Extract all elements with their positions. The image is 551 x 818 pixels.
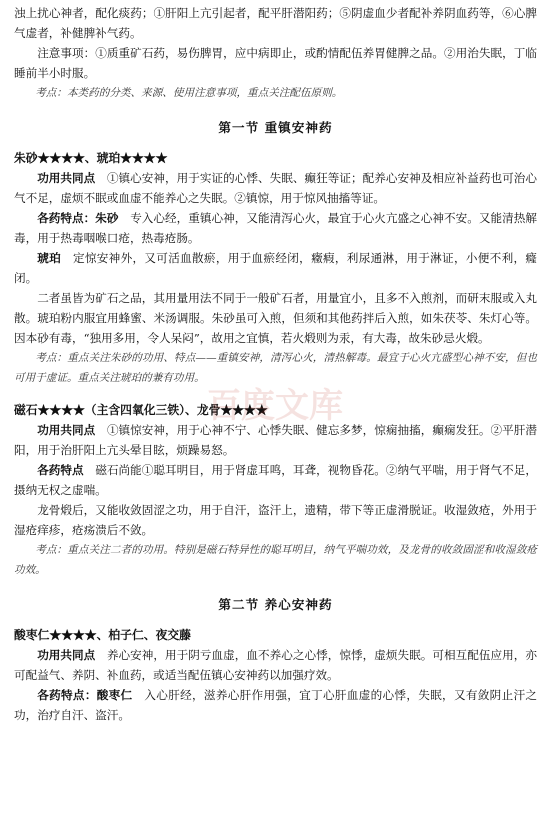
label: 功用共同点 [37,423,96,437]
text: 入心肝经，滋养心肝作用强，宜丁心肝血虚的心悸，失眠，又有敛阴止汗之功，治疗自汗、盗汗。 [14,688,537,722]
text: ①镇惊安神，用于心神不宁、心悸失眠、健忘多梦，惊痫抽搐，癫痫发狂。②平肝潜阳，用于治肝阳上亢头晕目眩，烦躁易怒。 [14,423,537,457]
herb-group-title: 磁石★★★★（主含四氧化三铁）、龙骨★★★★ [14,403,268,417]
section-title: 第二节 养心安神药 [218,597,333,612]
label: 各药特点 [37,463,84,477]
common-function-paragraph [14,420,537,460]
herb-group-title: 朱砂★★★★、琥珀★★★★ [14,151,168,165]
label: 功用共同点 [37,648,96,662]
text: 磁石尚能①聪耳明目，用于肾虚耳鸣，耳聋，视物昏花。②纳气平喘，用于肾气不足，摄纳无权之虚喘。 [14,463,537,497]
feature-paragraph [14,460,537,500]
feature-paragraph [14,685,537,725]
intro-paragraph: 浊上扰心神者，配化痰药；①肝阳上亢引起者，配平肝潜阳药；⑤阴虚血少者配补养阴血药等，⑥心脾气虚者，补健脾补气药。 [14,6,537,40]
caution-paragraph: 注意事项：①质重矿石药，易伤脾胃，应中病即止，或酌情配伍养胃健脾之品。②用治失眠，丁临睡前半小时服。 [14,46,537,80]
feature-paragraph [14,208,537,248]
longgu-paragraph: 龙骨煅后，又能收敛固涩之功，用于自汗，盗汗上，遗精，带下等正虚滑脱证。收湿敛疮，外用于湿疮痒疹，疮疡溃后不敛。 [14,503,537,537]
label: 功用共同点 [37,171,96,185]
text: 养心安神，用于阴亏血虚，血不养心之心悸，惊悸，虚烦失眠。可相互配伍应用，亦可配益气、养阴、补血药，或适当配伍镇心安神药以加强疗效。 [14,648,537,682]
exam-note: 考点：重点关注二者的功用。特别是磁石特异性的聪耳明目，纳气平喘功效，及龙骨的收敛固涩和收湿敛疮功效。 [14,544,537,576]
text: ①镇心安神，用于实证的心悸、失眠、癫狂等证；配养心安神及相应补益药也可治心气不足，虚烦不眠或血虚不能养心之失眠。②镇惊，用于惊风抽搐等证。 [14,171,537,205]
section-title: 第一节 重镇安神药 [218,120,333,135]
text: 定惊安神外，又可活血散瘀，用于血瘀经闭，癥瘕，利尿通淋，用于淋证，小便不利，癃闭。 [14,251,537,285]
usage-paragraph: 二者虽皆为矿石之品，其用量用法不同于一般矿石者，用量宜小，且多不入煎剂，而研末服或入丸散。琥珀粉内服宜用蜂蜜、米汤调服。朱砂虽可入煎，但须和其他药拌后入煎，如朱茯苓、朱灯心等。因本砂有毒，“独用多用，令人呆闷”，故用之宜慎，若火煅则为汞，有大毒，故朱砂忌火煅。 [14,291,537,345]
exam-note: 考点：重点关注朱砂的功用、特点——重镇安神，清泻心火，清热解毒。最宜于心火亢盛型心神不安，但也可用于虚证。重点关注琥珀的兼有功用。 [14,352,537,384]
text: 专入心经，重镇心神，又能清泻心火，最宜于心火亢盛之心神不安。又能清热解毒，用于热毒咽喉口疮，热毒疮肠。 [14,211,537,245]
label: 各药特点：朱砂 [37,211,119,225]
common-function-paragraph [14,645,537,685]
hupo-paragraph [14,248,537,288]
watermark-text: 百度文库 [207,386,343,426]
common-function-paragraph [14,168,537,208]
label: 琥珀 [37,251,62,265]
label: 各药特点：酸枣仁 [37,688,133,702]
exam-note: 考点：本类药的分类、来源、使用注意事项，重点关注配伍原则。 [35,87,343,99]
herb-group-title: 酸枣仁★★★★、柏子仁、夜交藤 [14,628,191,642]
